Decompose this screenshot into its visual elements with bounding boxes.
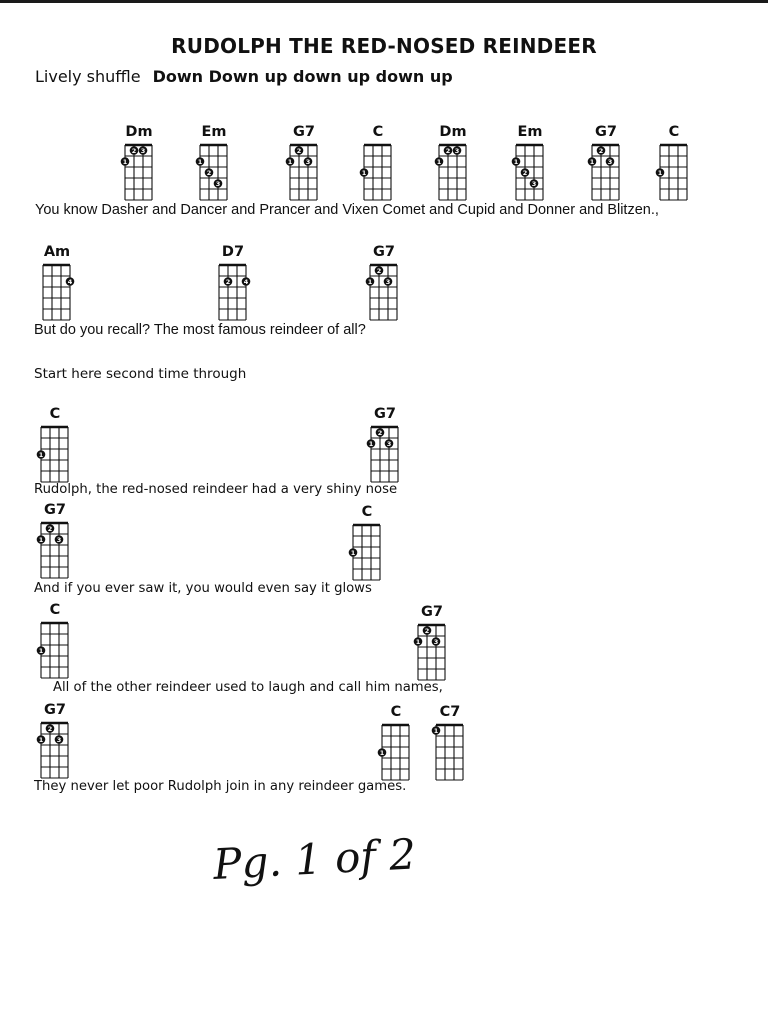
- finger-number: 2: [206, 168, 212, 177]
- fretboard: [431, 722, 469, 782]
- chord-diagram: [366, 702, 426, 782]
- finger-number: 2: [424, 626, 430, 635]
- finger-number: 3: [433, 637, 439, 646]
- fretboard: [365, 262, 403, 322]
- chord-diagram: [500, 122, 560, 202]
- lyric-line: But do you recall? The most famous reindeer of all?: [34, 322, 366, 338]
- chord-name: G7: [44, 702, 66, 718]
- finger-number: 3: [385, 277, 391, 286]
- strum-pattern: Down Down up down up down up: [152, 67, 453, 86]
- fretboard: [195, 142, 233, 202]
- chord-diagram: [402, 602, 462, 682]
- chord-diagram: [25, 700, 85, 780]
- chord-name: D7: [221, 244, 245, 260]
- finger-number: 1: [197, 157, 203, 166]
- fretboard: [36, 620, 74, 680]
- finger-number: 3: [607, 157, 613, 166]
- fretboard: [120, 142, 158, 202]
- finger-number: 1: [368, 439, 374, 448]
- style-label: Lively shuffle: [35, 67, 141, 86]
- finger-number: 3: [56, 735, 62, 744]
- finger-number: 1: [379, 748, 385, 757]
- chord-name: C7: [439, 704, 461, 720]
- finger-number: 2: [377, 428, 383, 437]
- lyric-line: You know Dasher and Dancer and Prancer and Vixen Comet and Cupid and Donner and Blitzen.,: [35, 202, 659, 218]
- chord-diagram: [25, 500, 85, 580]
- chord-diagram: [203, 242, 263, 322]
- finger-number: 2: [598, 146, 604, 155]
- chord-name: Em: [517, 124, 543, 140]
- fretboard: [366, 424, 404, 484]
- chord-name: G7: [421, 604, 443, 620]
- chord-name: Em: [201, 124, 227, 140]
- fretboard: [377, 722, 415, 782]
- finger-number: 4: [67, 277, 73, 286]
- fretboard: [36, 424, 74, 484]
- chord-name: C: [361, 504, 373, 520]
- fretboard: [38, 262, 76, 322]
- chord-name: C: [390, 704, 402, 720]
- finger-number: 1: [350, 548, 356, 557]
- finger-number: 2: [225, 277, 231, 286]
- chord-name: C: [668, 124, 680, 140]
- chord-name: Am: [43, 244, 71, 260]
- chord-name: G7: [293, 124, 315, 140]
- chord-diagram: [644, 122, 704, 202]
- finger-number: 2: [522, 168, 528, 177]
- chord-name: Dm: [125, 124, 153, 140]
- chord-name: G7: [44, 502, 66, 518]
- chord-name: C: [372, 124, 384, 140]
- finger-number: 2: [376, 266, 382, 275]
- fretboard: [36, 520, 74, 580]
- chord-diagram: [354, 242, 414, 322]
- chord-diagram: [423, 122, 483, 202]
- fretboard: [348, 522, 386, 582]
- fretboard: [359, 142, 397, 202]
- finger-number: 1: [367, 277, 373, 286]
- finger-number: 1: [38, 535, 44, 544]
- lyric-line: And if you ever saw it, you would even say it glows: [34, 581, 372, 596]
- finger-number: 3: [305, 157, 311, 166]
- chord-diagram: [25, 404, 85, 484]
- fretboard: [511, 142, 549, 202]
- fretboard: [214, 262, 252, 322]
- finger-number: 1: [436, 157, 442, 166]
- chord-name: C: [49, 602, 61, 618]
- fretboard: [36, 720, 74, 780]
- chord-diagram: [184, 122, 244, 202]
- finger-number: 3: [454, 146, 460, 155]
- finger-number: 2: [47, 524, 53, 533]
- fretboard: [285, 142, 323, 202]
- chord-diagram: [576, 122, 636, 202]
- chord-diagram: [348, 122, 408, 202]
- finger-number: 3: [215, 179, 221, 188]
- finger-number: 1: [38, 646, 44, 655]
- chord-diagram: [420, 702, 480, 782]
- song-title: RUDOLPH THE RED-NOSED REINDEER: [171, 34, 597, 58]
- chord-diagram: [25, 600, 85, 680]
- finger-number: 1: [38, 735, 44, 744]
- chord-name: Dm: [439, 124, 467, 140]
- finger-number: 3: [56, 535, 62, 544]
- lyric-line: Rudolph, the red-nosed reindeer had a very shiny nose: [34, 482, 398, 497]
- chord-diagram: [27, 242, 87, 322]
- fretboard: [434, 142, 472, 202]
- chord-name: G7: [374, 406, 396, 422]
- chord-diagram: [274, 122, 334, 202]
- finger-number: 2: [445, 146, 451, 155]
- finger-number: 1: [589, 157, 595, 166]
- second-time-note: Start here second time through: [34, 366, 247, 382]
- chord-diagram: [355, 404, 415, 484]
- chord-name: C: [49, 406, 61, 422]
- finger-number: 4: [243, 277, 249, 286]
- finger-number: 2: [296, 146, 302, 155]
- fretboard: [413, 622, 451, 682]
- finger-number: 1: [657, 168, 663, 177]
- chord-diagram: [337, 502, 397, 582]
- finger-number: 1: [513, 157, 519, 166]
- finger-number: 3: [386, 439, 392, 448]
- finger-number: 1: [287, 157, 293, 166]
- handwritten-page-marker: Pg. 1 of 2: [212, 829, 418, 889]
- finger-number: 1: [38, 450, 44, 459]
- finger-number: 1: [433, 726, 439, 735]
- strum-instruction: [35, 67, 453, 86]
- lyric-line: They never let poor Rudolph join in any reindeer games.: [34, 779, 407, 794]
- lyric-line: All of the other reindeer used to laugh and call him names,: [53, 680, 443, 695]
- chord-name: G7: [373, 244, 395, 260]
- finger-number: 1: [361, 168, 367, 177]
- fretboard: [655, 142, 693, 202]
- finger-number: 2: [47, 724, 53, 733]
- finger-number: 2: [131, 146, 137, 155]
- fretboard: [587, 142, 625, 202]
- finger-number: 3: [140, 146, 146, 155]
- finger-number: 1: [122, 157, 128, 166]
- finger-number: 1: [415, 637, 421, 646]
- top-border-line: [0, 0, 768, 3]
- chord-diagram: [109, 122, 169, 202]
- chord-name: G7: [595, 124, 617, 140]
- finger-number: 3: [531, 179, 537, 188]
